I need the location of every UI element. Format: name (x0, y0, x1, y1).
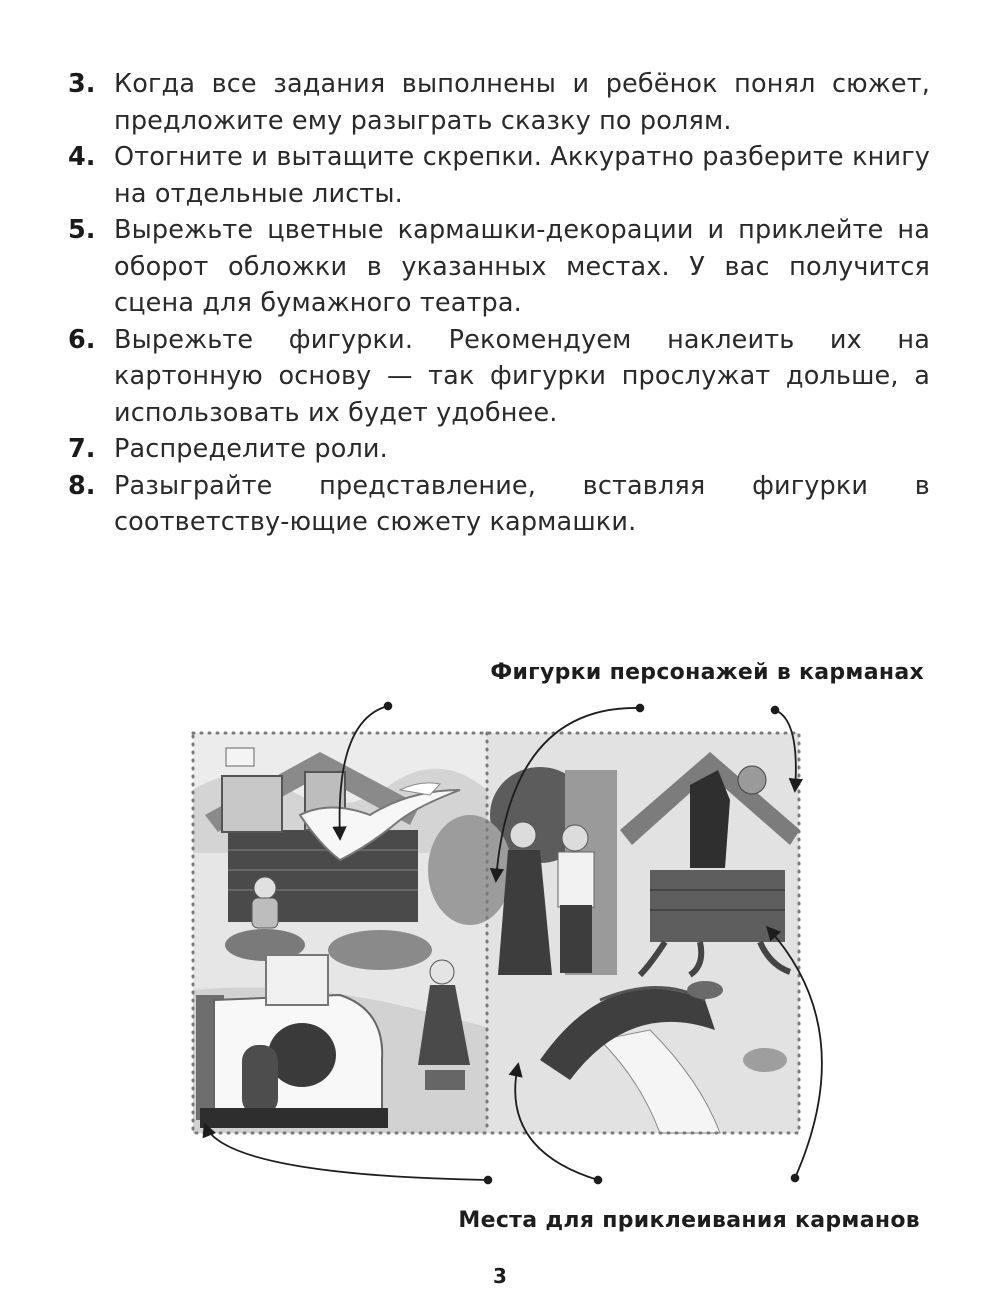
step-number: 3. (68, 69, 96, 99)
page-number: 3 (493, 1264, 507, 1288)
step-text: Вырежьте фигурки. Рекомендуем наклеить их на картонную основу — так фигурки прослужат дольше, а использовать их будет удобнее. (114, 324, 930, 428)
step-text: Когда все задания выполнены и ребёнок понял сюжет, предложите ему разыграть сказку по ролям. (114, 69, 930, 136)
step-text: Вырежьте цветные кармашки-декорации и приклейте на оборот обложки в указанных местах. У вас получится сцена для бумажного театра. (114, 215, 930, 318)
step-text: Разыграйте представление, вставляя фигурки в соответству-ющие сюжету кармашки. (114, 470, 930, 537)
step-number: 4. (68, 142, 96, 172)
step-text: Распределите роли. (114, 434, 388, 464)
step-number: 6. (68, 324, 96, 355)
step-number: 7. (68, 434, 96, 464)
step-number: 5. (68, 215, 96, 245)
step-number: 8. (68, 470, 96, 501)
step-text: Отогните и вытащите скрепки. Аккуратно разберите книгу на отдельные листы. (114, 142, 930, 209)
caption-pocket-places: Места для приклеивания карманов (458, 1208, 920, 1233)
left-scene-panel (193, 733, 503, 1133)
caption-figures-in-pockets: Фигурки персонажей в карманах (490, 660, 924, 685)
